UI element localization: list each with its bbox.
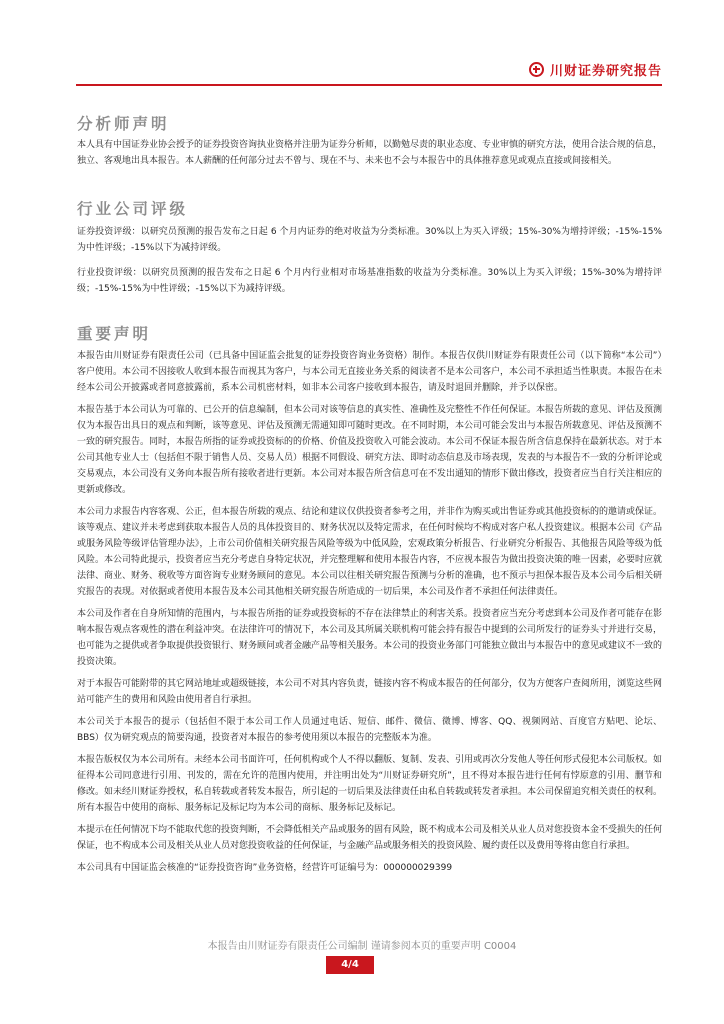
statement-paragraph: 本提示在任何情况下均不能取代您的投资判断，不会降低相关产品或服务的固有风险，既不构成本公司及相关从业人员对您投资本金不受损失的任何保证，也不构成本公司及相关从业人员对您投资收益的任何保证，与金融产品或服务相关的投资风险、履约责任以及费用等将由您自行承担。	[77, 825, 663, 851]
statement-paragraph: 对于本报告可能附带的其它网站地址或超级链接，本公司不对其内容负责，链接内容不构成本报告的任何部分，仅为方便客户查阅所用，浏览这些网站可能产生的费用和风险由使用者自行承担。	[77, 679, 663, 705]
chuancai-logo-icon	[529, 62, 544, 77]
industry-rating-text: 行业投资评级：以研究员预测的报告发布之日起 6 个月内行业相对市场基准指数的收益为分类标准。30%以上为买入评级；15%-30%为增持评级；-15%-15%为中性评级；-15%以下为减持评级。	[77, 268, 662, 294]
license-number-text: 本公司具有中国证监会核准的“证券投资咨询”业务资格，经营许可证编号为：000000029399	[77, 863, 453, 873]
statement-paragraph: 本报告版权仅为本公司所有。未经本公司书面许可，任何机构或个人不得以翻版、复制、发表、引用或再次分发他人等任何形式侵犯本公司版权。如征得本公司同意进行引用、刊发的，需在允许的范围内使用，并注明出处为“川财证券研究所”，且不得对本报告进行任何有悖原意的引用、删节和修改。如未经川财证券授权，私自转载或者转发本报告，所引起的一切后果及法律责任由私自转载或转发者承担。本公司保留追究相关责任的权利。所有本报告中使用的商标、服务标记及标记均为本公司的商标、服务标记及标记。	[77, 755, 663, 813]
brand	[529, 60, 662, 79]
statement-paragraph: 本公司力求报告内容客观、公正，但本报告所载的观点、结论和建议仅供投资者参考之用，并非作为购买或出售证券或其他投资标的的邀请或保证。该等观点、建议并未考虑到获取本报告人员的具体投资目的、财务状况以及特定需求，在任何时候均不构成对客户私人投资建议。根据本公司《产品或服务风险等级评估管理办法》，上市公司价值相关研究报告风险等级为中低风险，宏观政策分析报告、行业研究分析报告、其他报告风险等级为低风险。本公司特此提示，投资者应当充分考虑自身特定状况，并完整理解和使用本报告内容，不应视本报告为做出投资决策的唯一因素，必要时应就法律、商业、财务、税收等方面咨询专业财务顾问的意见。本公司以往相关研究报告预测与分析的准确，也不预示与担保本报告及本公司今后相关研究报告的表现。对依据或者使用本报告及本公司其他相关研究报告所造成的一切后果，本公司及作者不承担任何法律责任。	[77, 507, 663, 597]
statement-paragraph: 本报告由川财证券有限责任公司（已具备中国证监会批复的证券投资咨询业务资格）制作。本报告仅供川财证券有限责任公司（以下简称“本公司”）客户使用。本公司不因接收人收到本报告而视其为客户，与本公司无直接业务关系的阅读者不是本公司客户，本公司不承担适当性职责。本报告在未经本公司公开披露或者同意披露前，系本公司机密材料，如非本公司客户接收到本报告，请及时退回并删除，并予以保密。	[77, 351, 663, 393]
statement-paragraph: 本公司及作者在自身所知情的范围内，与本报告所指的证券或投资标的不存在法律禁止的利害关系。投资者应当充分考虑到本公司及作者可能存在影响本报告观点客观性的潜在利益冲突。在法律许可的情况下，本公司及其所属关联机构可能会持有报告中提到的公司所发行的证券头寸并进行交易，也可能为之提供或者争取提供投资银行、财务顾问或者金融产品等相关服务。本公司的投资业务部门可能独立做出与本报告中的意见或建议不一致的投资决策。	[77, 609, 663, 667]
brand-name: 川财证券研究报告	[549, 63, 662, 79]
analyst-statement-section	[77, 112, 662, 169]
report-header	[76, 56, 662, 86]
statement-paragraph: 本公司关于本报告的提示（包括但不限于本公司工作人员通过电话、短信、邮件、微信、微博、博客、QQ、视频网站、百度官方贴吧、论坛、BBS）仅为研究观点的简要沟通，投资者对本报告的参考使用须以本报告的完整版本为准。	[77, 717, 662, 743]
footer-notice: 本报告由川财证券有限责任公司编制 谨请参阅本页的重要声明 C0004	[207, 941, 517, 952]
page-number-badge: 4/4	[326, 956, 374, 974]
analyst-statement-text: 本人具有中国证券业协会授予的证券投资咨询执业资格并注册为证券分析师，以勤勉尽责的职业态度、专业审慎的研究方法，使用合法合规的信息，独立、客观地出具本报告。本人薪酬的任何部分过去不曾与、现在不与、未来也不会与本报告中的具体推荐意见或观点直接或间接相关。	[77, 140, 663, 166]
rating-title: 行业公司评级	[77, 200, 189, 218]
rating-section	[77, 197, 662, 297]
important-statement-section	[77, 322, 662, 876]
important-statement-title: 重要声明	[77, 325, 152, 343]
analyst-statement-title: 分析师声明	[77, 115, 170, 133]
document-body	[77, 112, 662, 882]
stock-rating-text: 证券投资评级：以研究员预测的报告发布之日起 6 个月内证券的绝对收益为分类标准。30%以上为买入评级；15%-30%为增持评级；-15%-15%为中性评级；-15%以下为减持评级。	[77, 227, 662, 253]
statement-paragraph: 本报告基于本公司认为可靠的、已公开的信息编制，但本公司对该等信息的真实性、准确性及完整性不作任何保证。本报告所载的意见、评估及预测仅为本报告出具日的观点和判断，该等意见、评估及预测无需通知即可随时更改。在不同时期，本公司可能会发出与本报告所载意见、评估及预测不一致的研究报告。同时，本报告所指的证券或投资标的的价格、价值及投资收入可能会波动。本公司不保证本报告所含信息保持在最新状态。对于本公司其他专业人士（包括但不限于销售人员、交易人员）根据不同假设、研究方法、即时动态信息及市场表现，发表的与本报告不一致的分析评论或交易观点，本公司没有义务向本报告所有接收者进行更新。本公司对本报告所含信息可在不发出通知的情形下做出修改，投资者应当自行关注相应的更新或修改。	[77, 405, 663, 495]
